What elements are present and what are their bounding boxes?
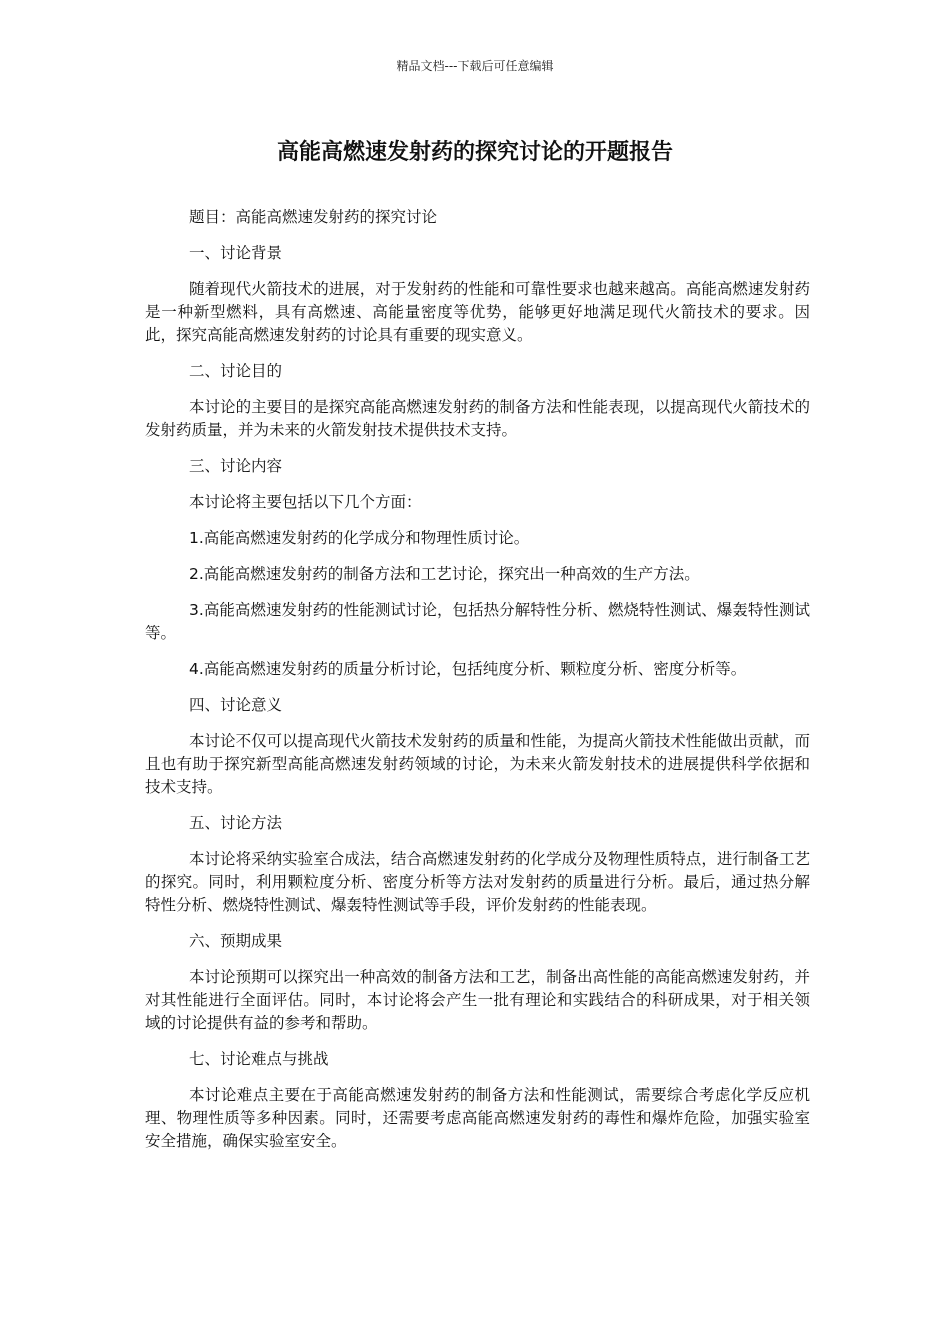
content-item-4: 4.高能高燃速发射药的质量分析讨论，包括纯度分析、颗粒度分析、密度分析等。 xyxy=(189,660,747,678)
section-heading-content: 三、讨论内容 xyxy=(189,457,283,475)
paragraph-purpose: 本讨论的主要目的是探究高能高燃速发射药的制备方法和性能表现，以提高现代火箭技术的发射药质量，并为未来的火箭发射技术提供技术支持。 xyxy=(145,398,810,439)
paragraph-significance: 本讨论不仅可以提高现代火箭技术发射药的质量和性能，为提高火箭技术性能做出贡献，而且也有助于探究新型高能高燃速发射药领域的讨论，为未来火箭发射技术的进展提供科学依据和技术支持。 xyxy=(145,732,810,796)
content-item-3: 3.高能高燃速发射药的性能测试讨论，包括热分解特性分析、燃烧特性测试、爆轰特性测试等。 xyxy=(145,601,810,642)
paragraph-method: 本讨论将采纳实验室合成法，结合高燃速发射药的化学成分及物理性质特点，进行制备工艺的探究。同时，利用颗粒度分析、密度分析等方法对发射药的质量进行分析。最后，通过热分解特性分析、燃烧特性测试、爆轰特性测试等手段，评价发射药的性能表现。 xyxy=(145,850,810,914)
topic-line: 题目：高能高燃速发射药的探究讨论 xyxy=(189,208,438,226)
section-heading-background: 一、讨论背景 xyxy=(189,244,283,262)
page-header: 精品文档---下载后可任意编辑 xyxy=(396,59,554,73)
content-item-1: 1.高能高燃速发射药的化学成分和物理性质讨论。 xyxy=(189,529,530,547)
content-item-2: 2.高能高燃速发射药的制备方法和工艺讨论，探究出一种高效的生产方法。 xyxy=(189,565,700,583)
paragraph-content-intro: 本讨论将主要包括以下几个方面： xyxy=(189,493,422,511)
section-heading-expected-results: 六、预期成果 xyxy=(189,932,283,950)
section-heading-difficulties: 七、讨论难点与挑战 xyxy=(189,1050,329,1068)
paragraph-background: 随着现代火箭技术的进展，对于发射药的性能和可靠性要求也越来越高。高能高燃速发射药是一种新型燃料，具有高燃速、高能量密度等优势，能够更好地满足现代火箭技术的要求。因此，探究高能高燃速发射药的讨论具有重要的现实意义。 xyxy=(145,280,810,344)
document-body xyxy=(145,206,810,1166)
section-heading-method: 五、讨论方法 xyxy=(189,814,283,832)
paragraph-expected-results: 本讨论预期可以探究出一种高效的制备方法和工艺，制备出高性能的高能高燃速发射药，并对其性能进行全面评估。同时，本讨论将会产生一批有理论和实践结合的科研成果，对于相关领域的讨论提供有益的参考和帮助。 xyxy=(145,968,810,1032)
paragraph-difficulties: 本讨论难点主要在于高能高燃速发射药的制备方法和性能测试，需要综合考虑化学反应机理、物理性质等多种因素。同时，还需要考虑高能高燃速发射药的毒性和爆炸危险，加强实验室安全措施，确保实验室安全。 xyxy=(145,1086,810,1150)
document-title: 高能高燃速发射药的探究讨论的开题报告 xyxy=(276,140,673,165)
section-heading-significance: 四、讨论意义 xyxy=(189,696,283,714)
section-heading-purpose: 二、讨论目的 xyxy=(189,362,283,380)
